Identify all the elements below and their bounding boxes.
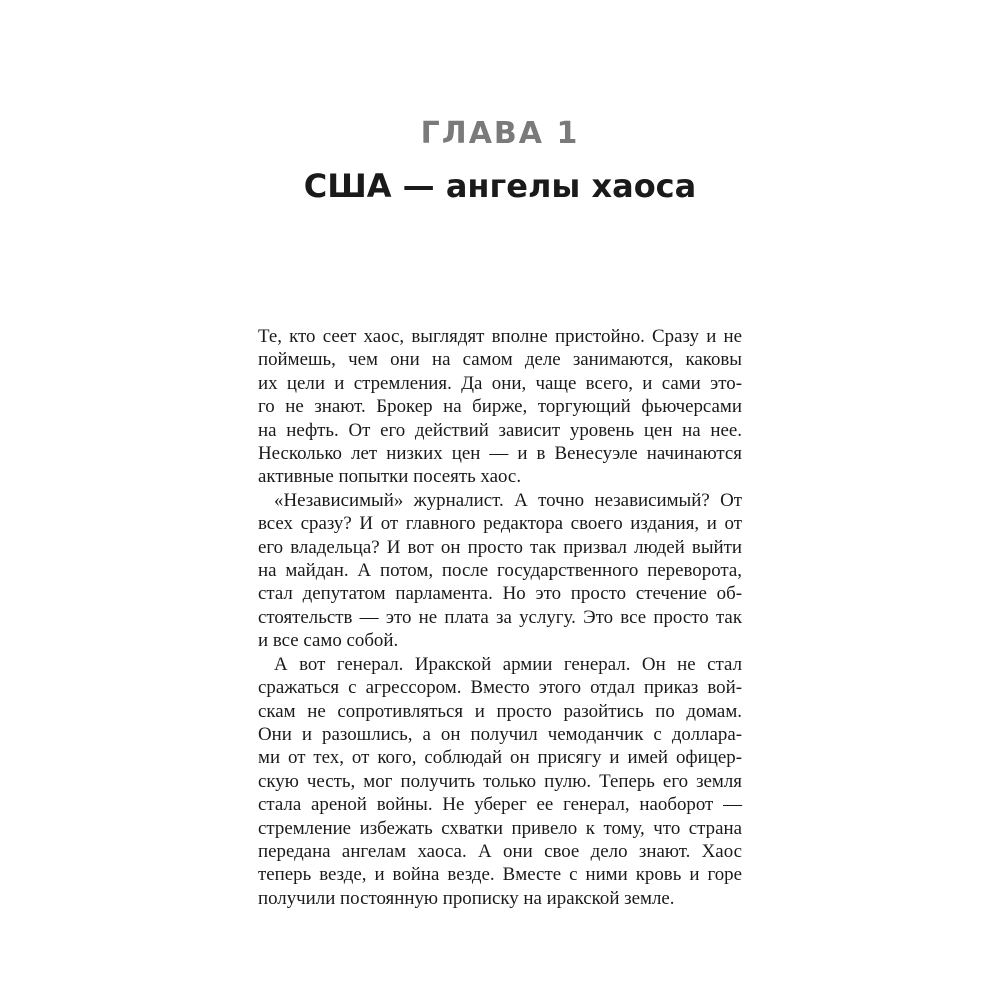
text-line: активные попытки посеять хаос.: [258, 466, 522, 488]
text-line: теперь везде, и война везде. Вместе с ними кровь и горе: [258, 864, 742, 886]
text-line: его владельца? И вот он просто так призвал людей выйти: [258, 536, 742, 558]
text-line: и все само собой.: [258, 630, 399, 652]
text-line: всех сразу? И от главного редактора своего издания, и от: [258, 513, 742, 535]
text-line: ми от тех, от кого, соблюдай он присягу и имей офицер-: [258, 747, 742, 769]
text-line: стремление избежать схватки привело к тому, что страна: [258, 817, 742, 839]
text-line: скам не сопротивляться и просто разойтись по домам.: [258, 700, 742, 722]
text-line: на нефть. От его действий зависит уровень цен на нее.: [258, 419, 742, 441]
text-line: их цели и стремления. Да они, чаще всего, и сами это-: [258, 372, 742, 394]
text-line: стал депутатом парламента. Но это просто стечение об-: [258, 583, 742, 605]
text-line: получили постоянную прописку на иракской земле.: [258, 887, 675, 909]
text-line: скую честь, мог получить только пулю. Теперь его земля: [258, 770, 742, 792]
chapter-label: ГЛАВА 1: [420, 116, 580, 151]
text-line: Те, кто сеет хаос, выглядят вполне пристойно. Сразу и не: [258, 326, 742, 347]
chapter-body: [258, 325, 742, 910]
text-line: на майдан. А потом, после государственного переворота,: [258, 560, 742, 582]
chapter-title: США — ангелы хаоса: [303, 167, 697, 205]
text-line: «Независимый» журналист. А точно независимый? От: [274, 489, 742, 511]
text-line: Несколько лет низких цен — и в Венесуэле начинаются: [258, 443, 742, 465]
text-line: сражаться с агрессором. Вместо этого отдал приказ вой-: [258, 677, 742, 699]
text-line: А вот генерал. Иракской армии генерал. Он не стал: [274, 653, 742, 675]
text-line: стала ареной войны. Не уберег ее генерал, наоборот —: [258, 794, 742, 816]
text-line: Они и разошлись, а он получил чемоданчик с доллара-: [258, 723, 742, 745]
text-line: поймешь, чем они на самом деле занимаются, каковы: [258, 349, 742, 371]
text-line: го не знают. Брокер на бирже, торгующий фьючерсами: [258, 396, 742, 418]
text-line: стоятельств — это не плата за услугу. Это все просто так: [258, 606, 742, 628]
text-line: передана ангелам хаоса. А они свое дело знают. Хаос: [258, 840, 742, 862]
